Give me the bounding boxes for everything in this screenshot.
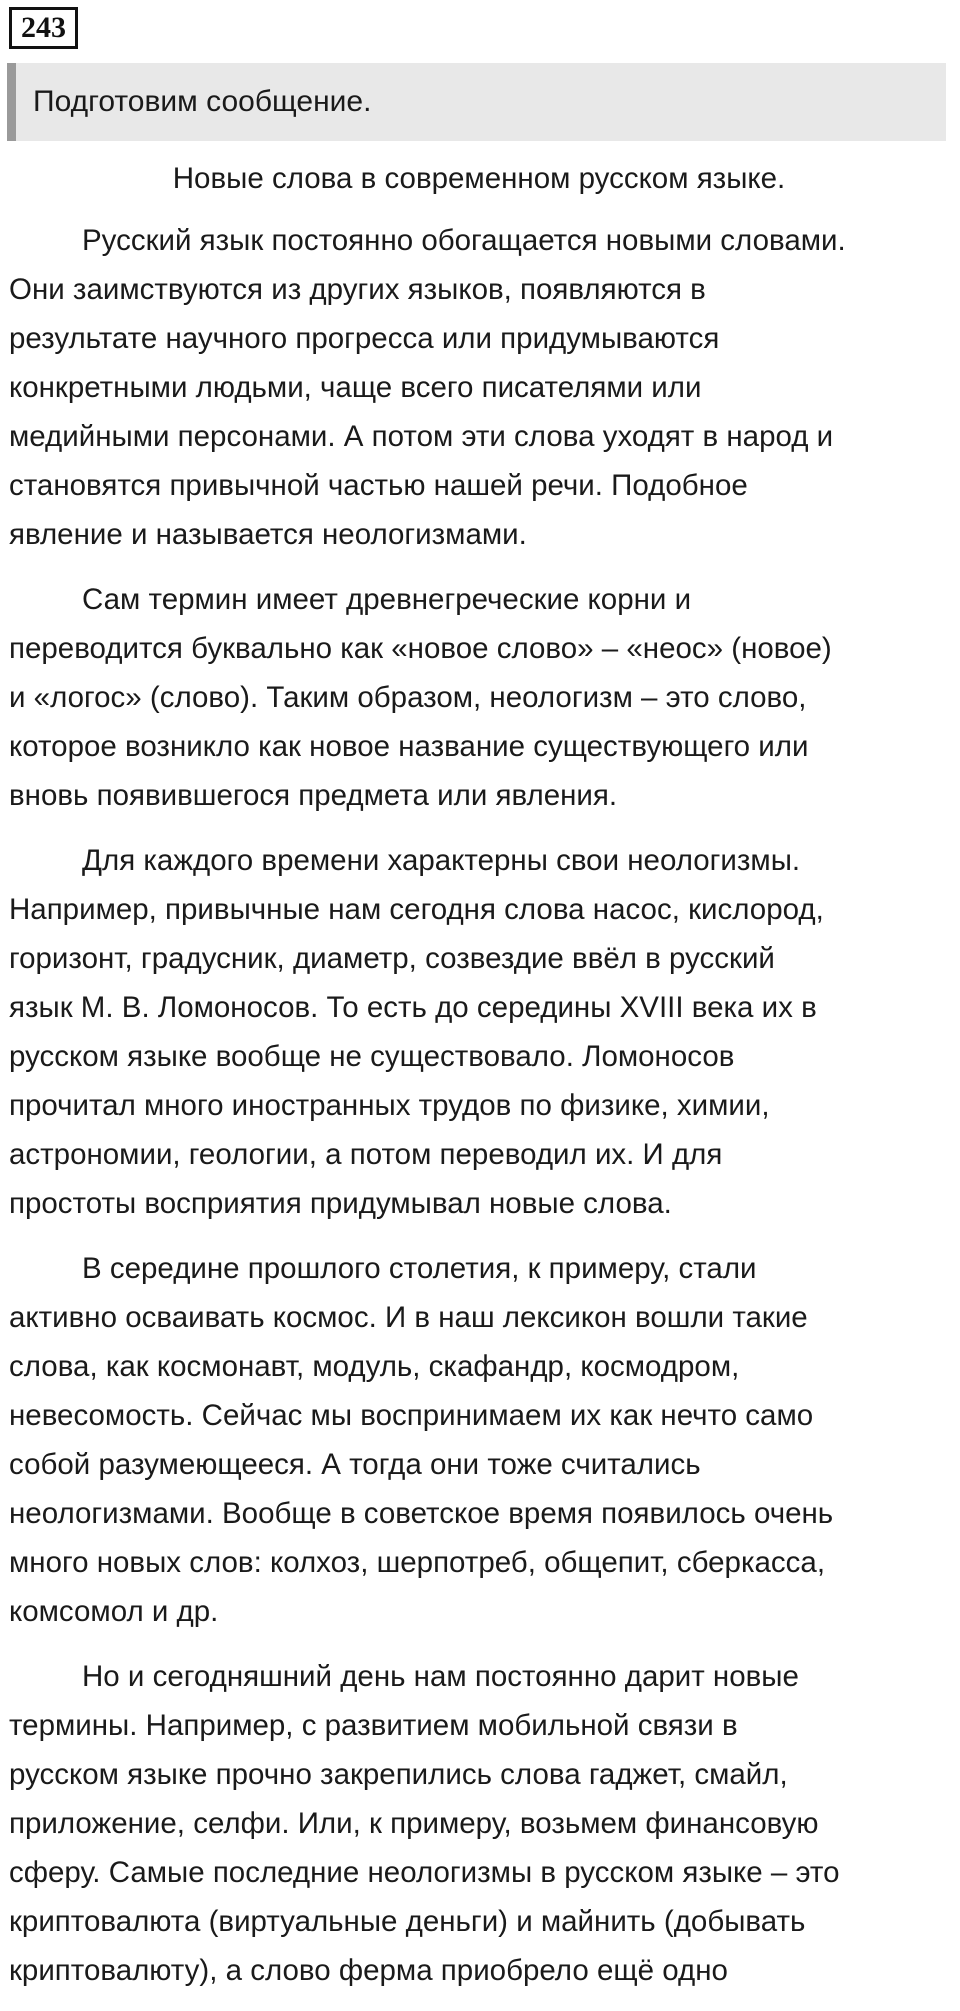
text-line: сферу. Самые последние неологизмы в русском языке – это bbox=[9, 1856, 840, 1889]
text-line: явление и называется неологизмами. bbox=[9, 518, 527, 551]
article-title: Новые слова в современном русском языке. bbox=[172, 162, 786, 195]
text-line: простоты восприятия придумывал новые слова. bbox=[9, 1187, 672, 1220]
task-instruction: Подготовим сообщение. bbox=[33, 85, 372, 118]
text-line: Сам термин имеет древнегреческие корни и bbox=[82, 583, 692, 616]
exercise-number: 243 bbox=[9, 7, 78, 49]
text-line: Русский язык постоянно обогащается новыми словами. bbox=[82, 224, 846, 257]
text-line: Но и сегодняшний день нам постоянно дарит новые bbox=[82, 1660, 799, 1693]
text-line: и «логос» (слово). Таким образом, неологизм – это слово, bbox=[9, 681, 807, 714]
text-line: комсомол и др. bbox=[9, 1595, 219, 1628]
task-banner bbox=[7, 63, 946, 141]
text-line: собой разумеющееся. А тогда они тоже считались bbox=[9, 1448, 701, 1481]
paragraph bbox=[9, 575, 949, 820]
text-line: язык М. В. Ломоносов. То есть до середины XVIII века их в bbox=[9, 991, 817, 1024]
paragraph bbox=[9, 1244, 949, 1636]
article bbox=[9, 160, 949, 2011]
text-line: активно осваивать космос. И в наш лексикон вошли такие bbox=[9, 1301, 808, 1334]
text-line: много новых слов: колхоз, шерпотреб, общепит, сберкасса, bbox=[9, 1546, 826, 1579]
text-line: Для каждого времени характерны свои неологизмы. bbox=[82, 844, 801, 877]
paragraph bbox=[9, 216, 949, 559]
text-line: астрономии, геологии, а потом переводил их. И для bbox=[9, 1138, 723, 1171]
text-line: вновь появившегося предмета или явления. bbox=[9, 779, 618, 812]
text-line: результате научного прогресса или придумываются bbox=[9, 322, 720, 355]
text-line: криптовалюта (виртуальные деньги) и майнить (добывать bbox=[9, 1905, 806, 1938]
text-line: Например, привычные нам сегодня слова насос, кислород, bbox=[9, 893, 824, 926]
text-line: русском языке прочно закрепились слова гаджет, смайл, bbox=[9, 1758, 788, 1791]
paragraph bbox=[9, 1652, 949, 1995]
text-line: невесомость. Сейчас мы воспринимаем их как нечто само bbox=[9, 1399, 814, 1432]
text-line: криптовалюту), а слово ферма приобрело ещё одно bbox=[9, 1954, 728, 1987]
text-line: приложение, селфи. Или, к примеру, возьмем финансовую bbox=[9, 1807, 819, 1840]
text-line: которое возникло как новое название существующего или bbox=[9, 730, 809, 763]
text-line: конкретными людьми, чаще всего писателями или bbox=[9, 371, 702, 404]
text-line: термины. Например, с развитием мобильной связи в bbox=[9, 1709, 738, 1742]
text-line: медийными персонами. А потом эти слова уходят в народ и bbox=[9, 420, 834, 453]
text-line: Они заимствуются из других языков, появляются в bbox=[9, 273, 706, 306]
text-line: переводится буквально как «новое слово» – «неос» (новое) bbox=[9, 632, 832, 665]
text-line: слова, как космонавт, модуль, скафандр, космодром, bbox=[9, 1350, 740, 1383]
text-line: горизонт, градусник, диаметр, созвездие ввёл в русский bbox=[9, 942, 775, 975]
text-line: становятся привычной частью нашей речи. Подобное bbox=[9, 469, 748, 502]
text-line: русском языке вообще не существовало. Ломоносов bbox=[9, 1040, 735, 1073]
text-line: В середине прошлого столетия, к примеру, стали bbox=[82, 1252, 757, 1285]
text-line: прочитал много иностранных трудов по физике, химии, bbox=[9, 1089, 770, 1122]
paragraph bbox=[9, 836, 949, 1228]
text-line: неологизмами. Вообще в советское время появилось очень bbox=[9, 1497, 834, 1530]
